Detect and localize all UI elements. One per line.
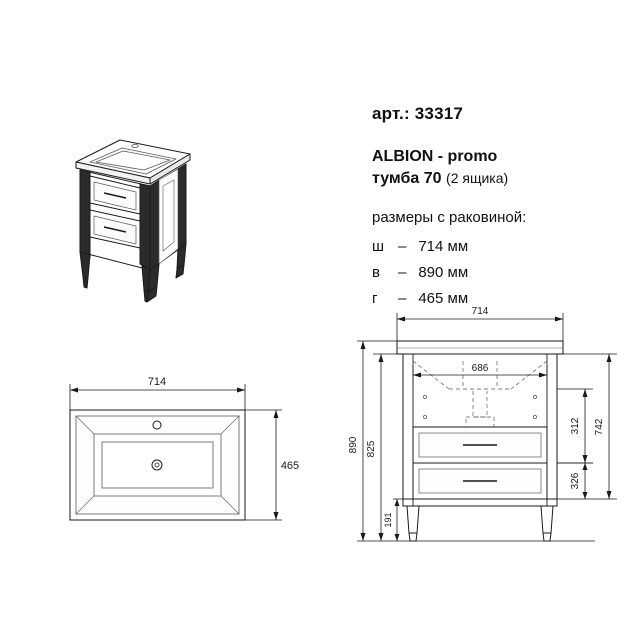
top-view [50, 372, 310, 572]
dimension-dash-depth: – [398, 290, 407, 308]
dimension-row-depth [372, 290, 622, 307]
front-view-drawer-lower-label: 326 [570, 472, 581, 490]
dimensions-title: размеры с раковиной: [372, 209, 527, 227]
dimension-key-height: в [372, 264, 380, 282]
front-view-legs-label: 191 [383, 512, 393, 528]
dimension-key-width: ш [372, 238, 385, 256]
dimension-dash-width: – [398, 238, 407, 256]
front-view-height-total-label: 890 [348, 436, 359, 454]
dimension-row-height [372, 264, 622, 281]
front-view-drawer-upper-label: 312 [570, 417, 581, 435]
front-view [345, 305, 635, 585]
front-view-height-cabinet-label: 825 [366, 440, 377, 458]
article-number: 33317 [414, 104, 464, 123]
model-name-line1: ALBION - promo [372, 148, 498, 165]
dimension-value-width: 714 мм [418, 238, 469, 256]
dimension-value-height: 890 мм [418, 264, 469, 282]
model-type: тумба 70 [372, 169, 442, 187]
model-name [372, 146, 622, 189]
dimension-value-depth: 465 мм [418, 290, 469, 308]
front-view-inner-width-label: 686 [471, 363, 489, 374]
model-drawers: (2 ящика) [446, 169, 509, 186]
product-info [372, 104, 622, 316]
dimension-dash-height: – [398, 264, 407, 282]
top-view-width-label: 714 [147, 376, 167, 388]
top-view-depth-label: 465 [280, 460, 300, 472]
dimension-row-width [372, 238, 622, 255]
front-view-drawer-span-label: 742 [594, 418, 605, 436]
dimension-key-depth: г [372, 290, 378, 308]
model-name-line2 [372, 168, 622, 190]
front-view-top-width-label: 714 [471, 306, 489, 317]
article-line [372, 104, 622, 124]
perspective-view [60, 118, 240, 318]
article-label: арт.: [372, 104, 410, 123]
